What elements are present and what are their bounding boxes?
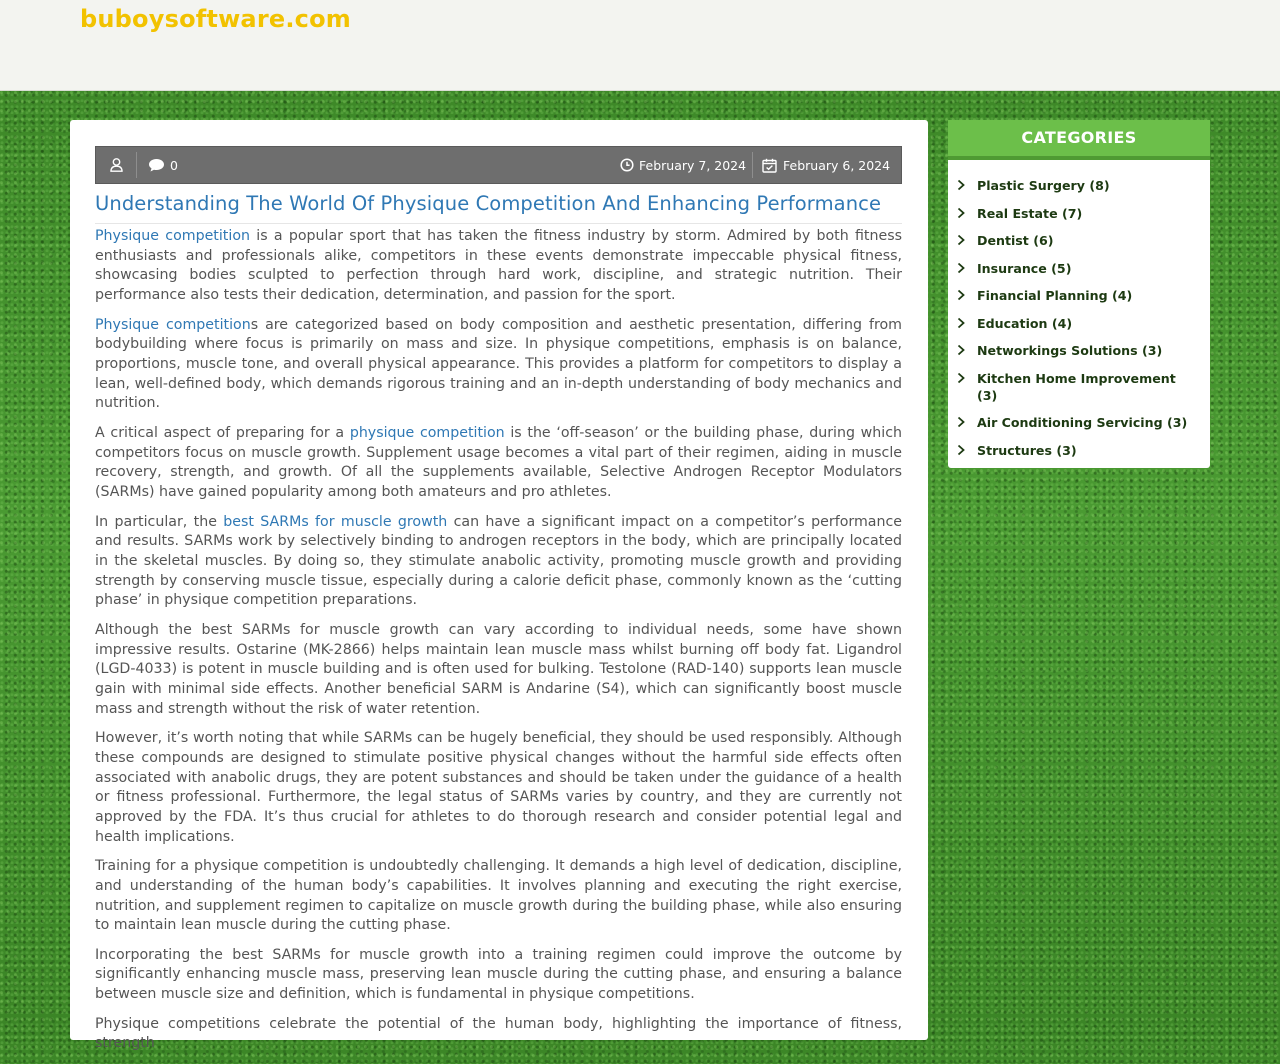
best-sarms-link[interactable]: best SARMs for muscle growth xyxy=(223,513,448,530)
category-item xyxy=(948,260,1210,277)
chevron-right-icon xyxy=(957,443,965,460)
category-link[interactable]: Air Conditioning Servicing (3) xyxy=(977,415,1188,430)
category-link[interactable]: Structures (3) xyxy=(977,442,1077,458)
post-meta-bar xyxy=(95,146,902,184)
paragraph: Physique competition is a popular sport that has taken the fitness industry by storm. Admired by both fitness enthusiasts and professionals alike, competitors in these events demonstrate impeccable physical fitness, showcasing bodies sculpted to perfection through hard work, discipline, and strategic nutrition. Their performance also tests their dedication, determination, and passion for the sport. xyxy=(95,228,902,304)
comment-icon xyxy=(148,158,165,172)
category-item xyxy=(948,442,1210,459)
clock-icon xyxy=(620,158,634,172)
paragraph: However, it’s worth noting that while SARMs can be hugely beneficial, they should be used responsibly. Although these compounds are designed to stimulate positive physical changes without the harmful side effects often associated with anabolic drugs, they are potent substances and should be taken under the guidance of a health or fitness professional. Furthermore, the legal status of SARMs varies by country, and they are currently not approved by the FDA. It’s thus crucial for athletes to do thorough research and consider potential legal and health implications. xyxy=(95,730,902,845)
chevron-right-icon xyxy=(957,178,965,195)
category-link[interactable]: Education (4) xyxy=(977,315,1073,331)
chevron-right-icon xyxy=(957,206,965,223)
calendar-icon xyxy=(762,158,777,173)
category-link[interactable]: Dentist (6) xyxy=(977,233,1054,248)
category-item xyxy=(948,315,1210,332)
category-item xyxy=(948,205,1210,222)
site-header xyxy=(0,0,1280,91)
published-date-link[interactable] xyxy=(762,147,890,183)
chevron-right-icon xyxy=(957,316,965,333)
physique-competition-link[interactable]: physique competition xyxy=(349,424,505,441)
paragraph: Physique competitions celebrate the potential of the human body, highlighting the importance of fitness, strength xyxy=(95,1015,902,1052)
paragraph: Although the best SARMs for muscle growth can vary according to individual needs, some have shown impressive results. Ostarine (MK-2866) helps maintain lean muscle mass whilst burning off body fat. Ligandrol (LGD-4033) is potent in muscle building and is often used for bulking. Testolone (RAD-140) supports lean muscle gain with minimal side effects. Another beneficial SARM is Andarine (S4), which can significantly boost muscle mass and strength without the risk of water retention. xyxy=(95,621,902,717)
category-item xyxy=(948,414,1210,431)
physique-competition-link[interactable]: Physique competition xyxy=(95,228,250,244)
site-title[interactable]: buboysoftware.com xyxy=(80,5,351,33)
updated-date-link[interactable] xyxy=(620,147,746,183)
category-link[interactable]: Real Estate (7) xyxy=(977,205,1083,221)
post-title[interactable]: Understanding The World Of Physique Competition And Enhancing Performance xyxy=(95,192,902,224)
chevron-right-icon xyxy=(957,343,965,360)
chevron-right-icon xyxy=(957,261,965,278)
user-icon xyxy=(110,158,123,172)
author-link[interactable] xyxy=(110,147,123,183)
chevron-right-icon xyxy=(957,415,965,432)
categories-widget xyxy=(948,120,1210,468)
meta-divider xyxy=(752,152,753,178)
post-content xyxy=(95,227,902,1064)
category-item xyxy=(948,177,1210,194)
chevron-right-icon xyxy=(957,288,965,305)
physique-competition-link[interactable]: Physique competition xyxy=(95,316,251,333)
category-item xyxy=(948,287,1210,304)
chevron-right-icon xyxy=(957,371,965,388)
paragraph: Incorporating the best SARMs for muscle growth into a training regimen could improve the outcome by significantly enhancing muscle mass, preserving lean muscle during the cutting phase, and ensuring a balance between muscle size and definition, which is fundamental in physique competitions. xyxy=(95,946,902,1003)
meta-divider xyxy=(136,152,137,178)
post-article xyxy=(70,120,928,1052)
chevron-right-icon xyxy=(957,233,965,250)
categories-list xyxy=(948,160,1210,459)
paragraph: A critical aspect of preparing for a physique competition is the ‘off-season’ or the building phase, during which competitors focus on muscle growth. Supplement usage becomes a vital part of their regimen, aiding in muscle recovery, strength, and growth. Of all the supplements available, Selective Androgen Receptor Modulators (SARMs) have gained popularity among both amateurs and pro athletes. xyxy=(95,424,902,501)
paragraph: In particular, the best SARMs for muscle growth can have a significant impact on a competitor’s performance and results. SARMs work by selectively binding to androgen receptors in the body, which are principally located in the skeletal muscles. By doing so, they stimulate anabolic activity, promoting muscle growth and providing strength by conserving muscle tissue, especially during a calorie deficit phase, commonly known as the ‘cutting phase’ in physique competition preparations. xyxy=(95,513,903,609)
updated-date: February 7, 2024 xyxy=(639,157,747,173)
category-link[interactable]: Insurance (5) xyxy=(977,260,1072,276)
category-link[interactable]: Financial Planning (4) xyxy=(977,288,1133,303)
paragraph: Physique competitions are categorized based on body composition and aesthetic presentation, differing from bodybuilding where focus is primarily on mass and size. In physique competitions, emphasis is on balance, proportions, muscle tone, and overall physical appearance. This provides a platform for competitors to display a lean, well-defined body, which demands rigorous training and an in-depth understanding of body mechanics and nutrition. xyxy=(95,316,902,412)
categories-title: CATEGORIES xyxy=(948,120,1210,160)
category-item xyxy=(948,370,1210,404)
comments-link[interactable] xyxy=(148,147,178,183)
published-date: February 6, 2024 xyxy=(783,157,891,173)
paragraph: Training for a physique competition is undoubtedly challenging. It demands a high level of dedication, discipline, and understanding of the human body’s capabilities. It involves planning and executing the right exercise, nutrition, and supplement regimen to capitalize on muscle growth during the building phase, while also ensuring to maintain lean muscle during the cutting phase. xyxy=(95,858,902,934)
comments-count: 0 xyxy=(170,157,178,173)
category-link[interactable]: Plastic Surgery (8) xyxy=(977,178,1110,193)
category-link[interactable]: Kitchen Home Improvement (3) xyxy=(977,370,1176,403)
category-item xyxy=(948,232,1210,249)
category-item xyxy=(948,342,1210,359)
category-link[interactable]: Networkings Solutions (3) xyxy=(977,343,1163,358)
